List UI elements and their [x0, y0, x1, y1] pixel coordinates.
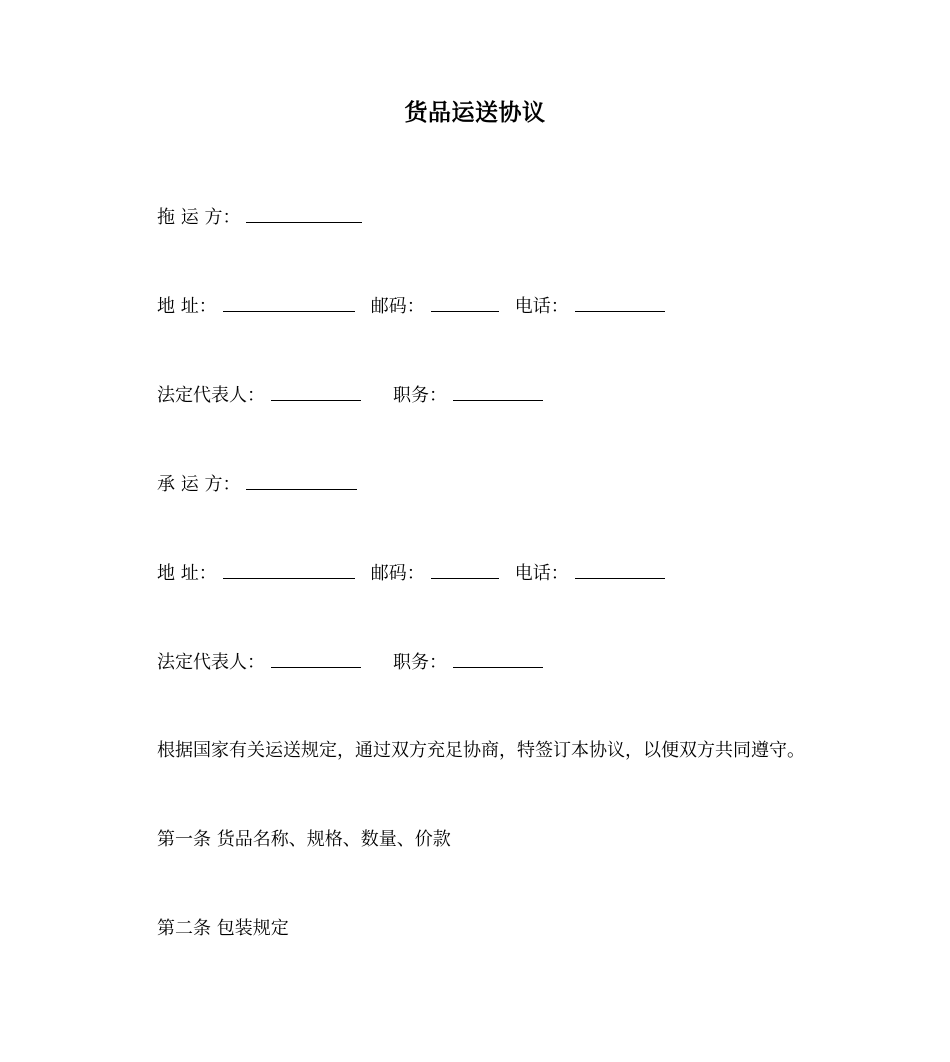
carrier-name-blank[interactable] — [246, 472, 357, 490]
shipper-phone-label: 电话： — [514, 296, 569, 317]
carrier-position-label: 职务： — [393, 652, 447, 673]
carrier-address-blank[interactable] — [223, 561, 355, 579]
carrier-phone-blank[interactable] — [575, 561, 665, 579]
shipper-name-blank[interactable] — [246, 205, 362, 223]
shipper-representative-label: 法定代表人： — [157, 385, 265, 406]
preamble-paragraph: 根据国家有关运送规定，通过双方充足协商，特签订本协议，以便双方共同遵守。 — [157, 740, 805, 761]
shipper-position-blank[interactable] — [453, 383, 543, 401]
carrier-representative-line — [157, 650, 543, 675]
shipper-postcode-blank[interactable] — [431, 294, 499, 312]
carrier-name-line — [157, 472, 357, 497]
shipper-address-line — [157, 294, 665, 319]
document-title: 货品运送协议 — [404, 100, 546, 126]
article-1-heading: 第一条 货品名称、规格、数量、价款 — [157, 829, 451, 850]
carrier-address-label: 地 址： — [157, 563, 217, 584]
shipper-label: 拖 运 方： — [157, 207, 241, 228]
shipper-name-line — [157, 205, 362, 230]
shipper-representative-line — [157, 383, 543, 408]
carrier-phone-label: 电话： — [514, 563, 569, 584]
carrier-postcode-blank[interactable] — [431, 561, 499, 579]
shipper-phone-blank[interactable] — [575, 294, 665, 312]
carrier-postcode-label: 邮码： — [370, 563, 425, 584]
shipper-postcode-label: 邮码： — [370, 296, 425, 317]
carrier-position-blank[interactable] — [453, 650, 543, 668]
shipper-address-label: 地 址： — [157, 296, 217, 317]
shipper-representative-blank[interactable] — [271, 383, 361, 401]
carrier-label: 承 运 方： — [157, 474, 241, 495]
article-2-heading: 第二条 包装规定 — [157, 918, 289, 939]
carrier-representative-label: 法定代表人： — [157, 652, 265, 673]
carrier-representative-blank[interactable] — [271, 650, 361, 668]
shipper-position-label: 职务： — [393, 385, 447, 406]
carrier-address-line — [157, 561, 665, 586]
shipper-address-blank[interactable] — [223, 294, 355, 312]
